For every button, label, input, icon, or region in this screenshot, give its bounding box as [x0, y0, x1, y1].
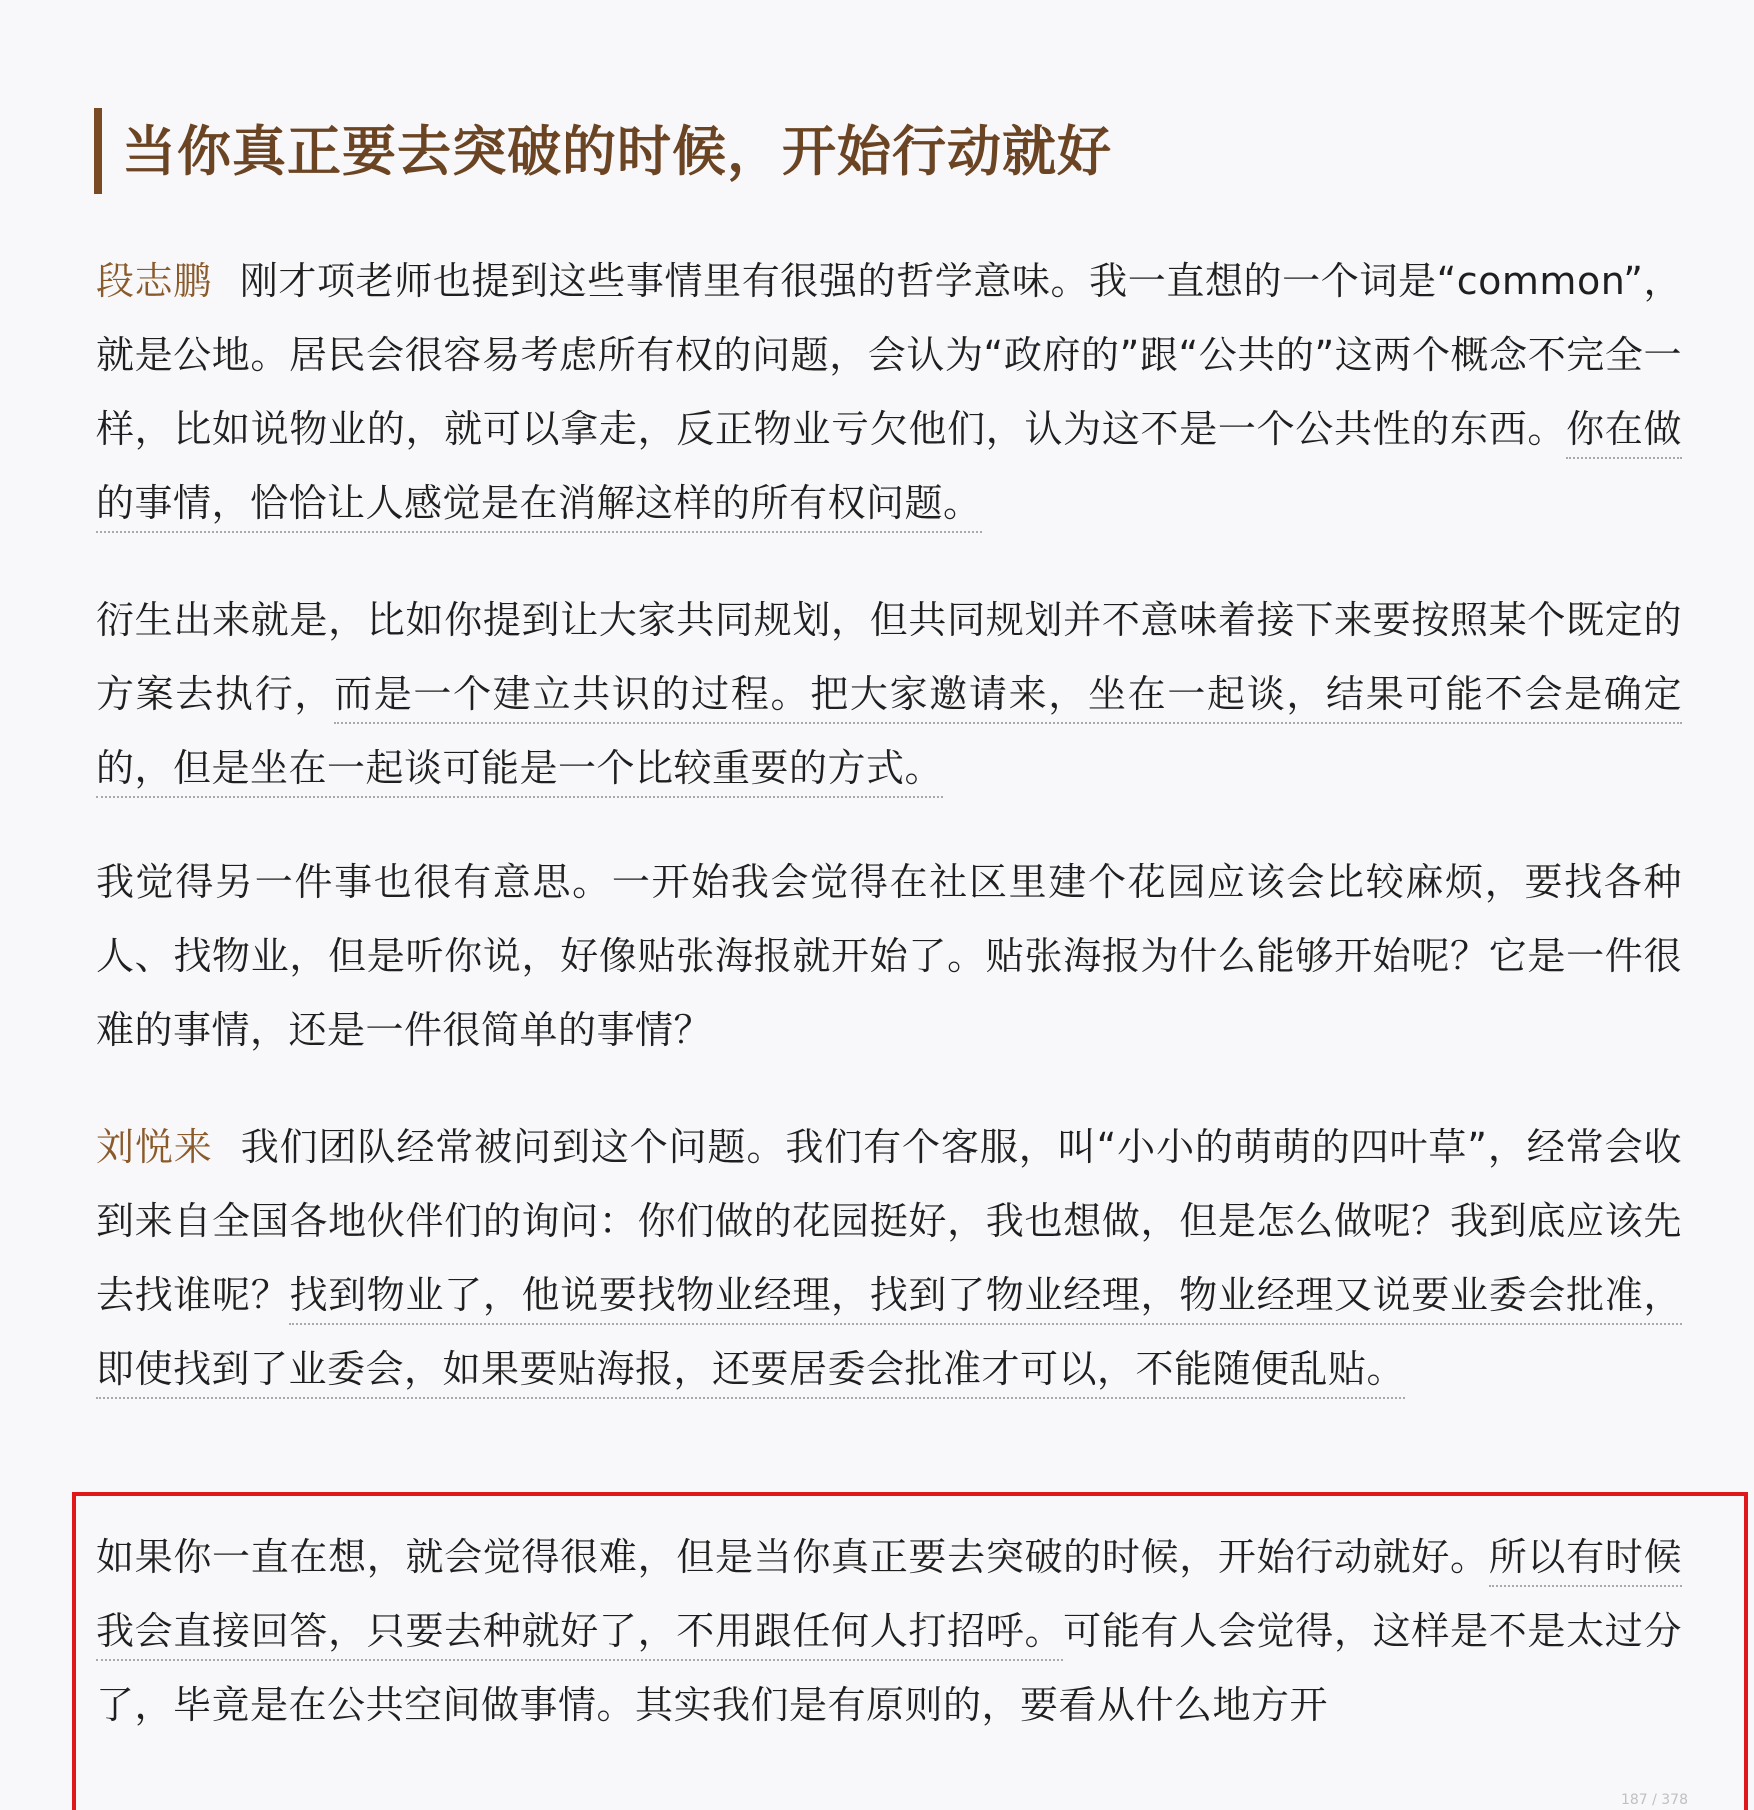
highlighted-text[interactable]: 而是一个建立共识的过程。把大家邀请来，坐在一起谈，结果可能不会是确定的，但是坐在一起谈可能是一个比较重要的方式。 — [96, 672, 1682, 798]
paragraph-4 — [96, 1110, 1682, 1406]
paragraph-text[interactable]: 衍生出来就是，比如你提到让大家共同规划，但共同规划并不意味着接下来要按照某个既定的方案去执行， — [96, 598, 1682, 716]
paragraph-text[interactable]: 刚才项老师也提到这些事情里有很强的哲学意味。我一直想的一个词是“common”，就是公地。居民会很容易考虑所有权的问题，会认为“政府的”跟“公共的”这两个概念不完全一样，比如说物业的，就可以拿走，反正物业亏欠他们，认为这不是一个公共性的东西。 — [96, 259, 1682, 451]
paragraph-text[interactable]: 如果你一直在想，就会觉得很难，但是当你真正要去突破的时候，开始行动就好。 — [96, 1535, 1489, 1579]
paragraph-text-continued[interactable]: 可能有人会觉得，这样是不是太过分了，毕竟是在公共空间做事情。其实我们是有原则的，要看从什么地方开 — [96, 1609, 1682, 1727]
paragraph-3 — [96, 845, 1682, 1067]
highlighted-text[interactable]: 所以有时候我会直接回答，只要去种就好了，不用跟任何人打招呼。 — [96, 1535, 1682, 1661]
paragraph-text[interactable]: 我们团队经常被问到这个问题。我们有个客服，叫“小小的萌萌的四叶草”，经常会收到来自全国各地伙伴们的询问：你们做的花园挺好，我也想做，但是怎么做呢？我到底应该先去找谁呢？ — [96, 1125, 1682, 1317]
highlighted-text[interactable]: 找到物业了，他说要找物业经理，找到了物业经理，物业经理又说要业委会批准，即使找到了业委会，如果要贴海报，还要居委会批准才可以，不能随便乱贴。 — [96, 1273, 1682, 1399]
paragraph-2 — [96, 583, 1682, 805]
paragraph-text[interactable]: 我觉得另一件事也很有意思。一开始我会觉得在社区里建个花园应该会比较麻烦，要找各种人、找物业，但是听你说，好像贴张海报就开始了。贴张海报为什么能够开始呢？它是一件很难的事情，还是一件很简单的事情？ — [96, 860, 1682, 1052]
chapter-title: 当你真正要去突破的时候，开始行动就好 — [94, 108, 1112, 194]
highlighted-text[interactable]: 你在做的事情，恰恰让人感觉是在消解这样的所有权问题。 — [96, 407, 1682, 533]
speaker-name: 段志鹏 — [96, 259, 212, 303]
paragraph-5 — [96, 1520, 1682, 1742]
paragraph-1 — [96, 244, 1682, 540]
speaker-name: 刘悦来 — [96, 1125, 213, 1169]
page-number: 187 / 378 — [1620, 1792, 1688, 1808]
